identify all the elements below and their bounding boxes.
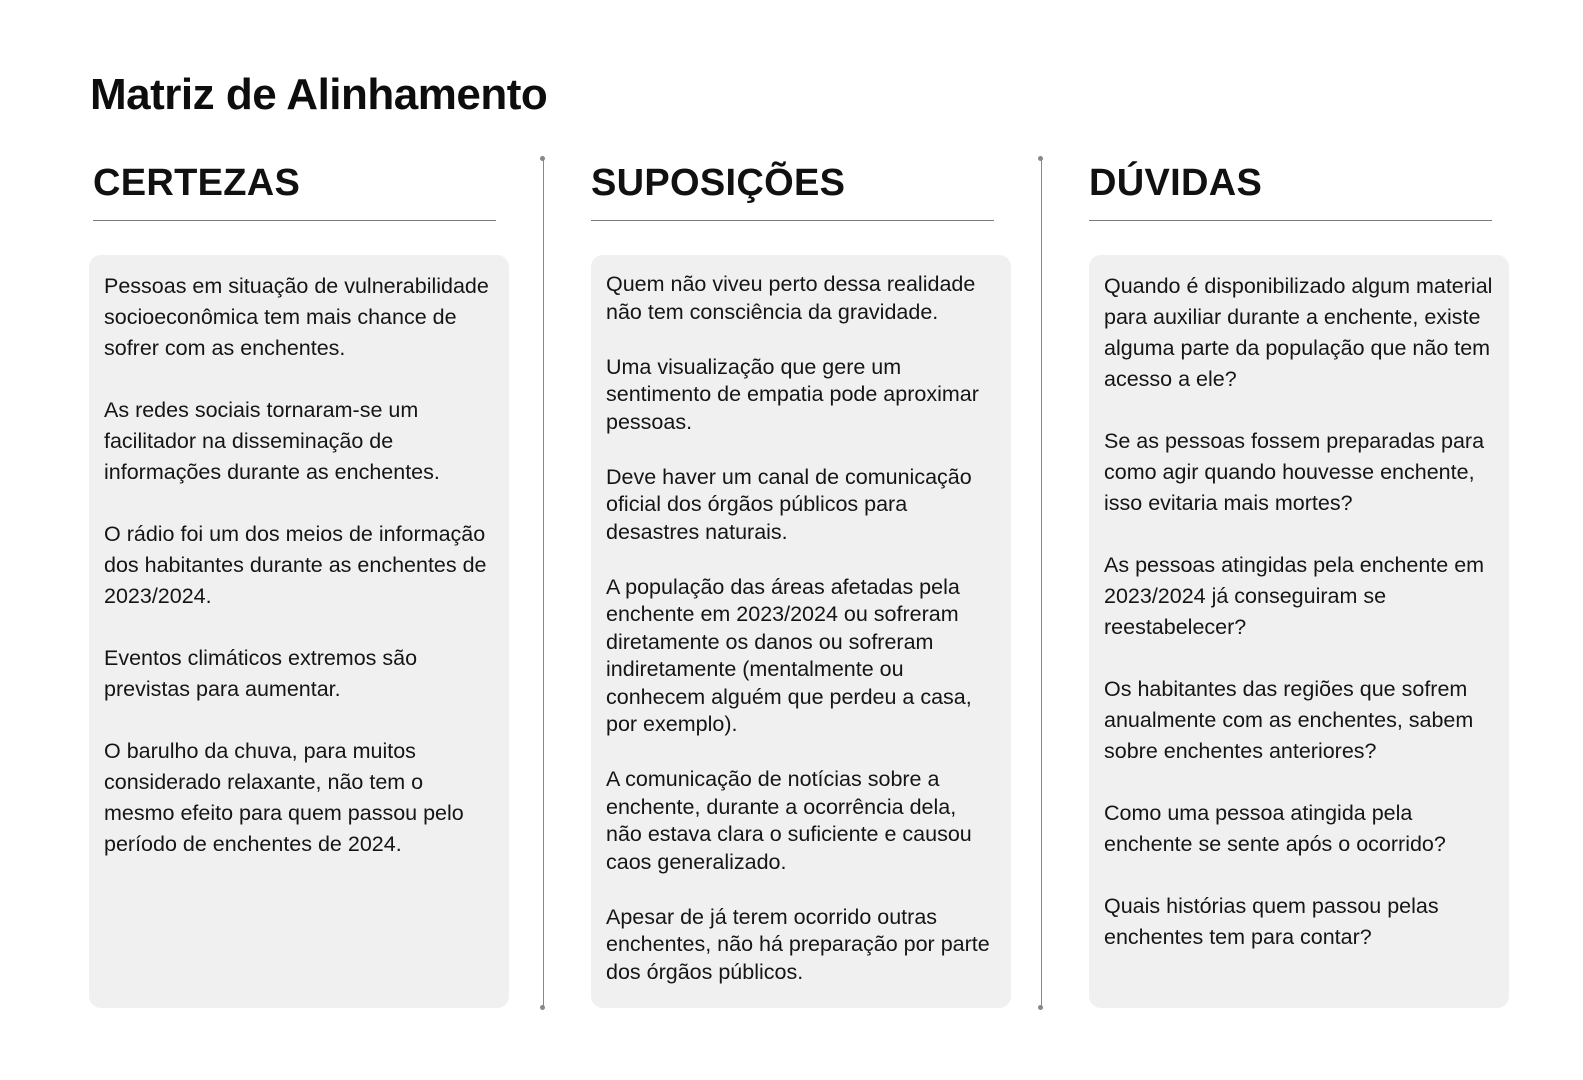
card-item: Pessoas em situação de vulnerabilidade socioeconômica tem mais chance de sofrer com as enchentes.: [104, 274, 489, 360]
column-heading-duvidas: DÚVIDAS: [1089, 162, 1263, 204]
card-certezas: [89, 255, 509, 1008]
card-item: Deve haver um canal de comunicação oficial dos órgãos públicos para desastres naturais.: [606, 464, 972, 544]
card-item: Quem não viveu perto dessa realidade não tem consciência da gravidade.: [606, 272, 976, 324]
card-item: As redes sociais tornaram-se um facilitador na disseminação de informações durante as enchentes.: [104, 398, 440, 484]
card-item: Os habitantes das regiões que sofrem anualmente com as enchentes, sabem sobre enchentes anteriores?: [1104, 677, 1474, 763]
column-divider: [543, 158, 544, 1008]
card-item: Eventos climáticos extremos são previstas para aumentar.: [104, 646, 418, 701]
column-heading-certezas: CERTEZAS: [93, 162, 301, 204]
card-item: O rádio foi um dos meios de informação dos habitantes durante as enchentes de 2023/2024.: [104, 522, 487, 608]
card-suposicoes: [591, 255, 1011, 1008]
heading-underline: [93, 220, 496, 221]
card-item: Quando é disponibilizado algum material para auxiliar durante a enchente, existe alguma parte da população que não tem acesso a ele?: [1104, 274, 1493, 391]
card-item: A população das áreas afetadas pela enchente em 2023/2024 ou sofreram diretamente os danos ou sofreram indiretamente (mentalmente ou conhecem alguém que perdeu a casa, por exemplo).: [606, 574, 972, 736]
column-divider: [1041, 158, 1042, 1008]
card-item: Apesar de já terem ocorrido outras enchentes, não há preparação por parte dos órgãos públicos.: [606, 904, 990, 984]
card-item: Como uma pessoa atingida pela enchente se sente após o ocorrido?: [1104, 801, 1446, 856]
card-item: Se as pessoas fossem preparadas para como agir quando houvesse enchente, isso evitaria mais mortes?: [1104, 429, 1485, 515]
card-item: O barulho da chuva, para muitos considerado relaxante, não tem o mesmo efeito para quem passou pelo período de enchentes de 2024.: [104, 739, 464, 856]
card-item: Uma visualização que gere um sentimento de empatia pode aproximar pessoas.: [606, 354, 979, 434]
heading-underline: [1089, 220, 1492, 221]
card-duvidas: [1089, 255, 1509, 1008]
card-item: As pessoas atingidas pela enchente em 2023/2024 já conseguiram se reestabelecer?: [1104, 553, 1485, 639]
column-heading-suposicoes: SUPOSIÇÕES: [591, 162, 846, 204]
card-item: Quais histórias quem passou pelas enchentes tem para contar?: [1104, 894, 1439, 949]
page-title: Matriz de Alinhamento: [90, 70, 548, 119]
heading-underline: [591, 220, 994, 221]
card-item: A comunicação de notícias sobre a enchente, durante a ocorrência dela, não estava clara o suficiente e causou caos generalizado.: [606, 767, 972, 874]
